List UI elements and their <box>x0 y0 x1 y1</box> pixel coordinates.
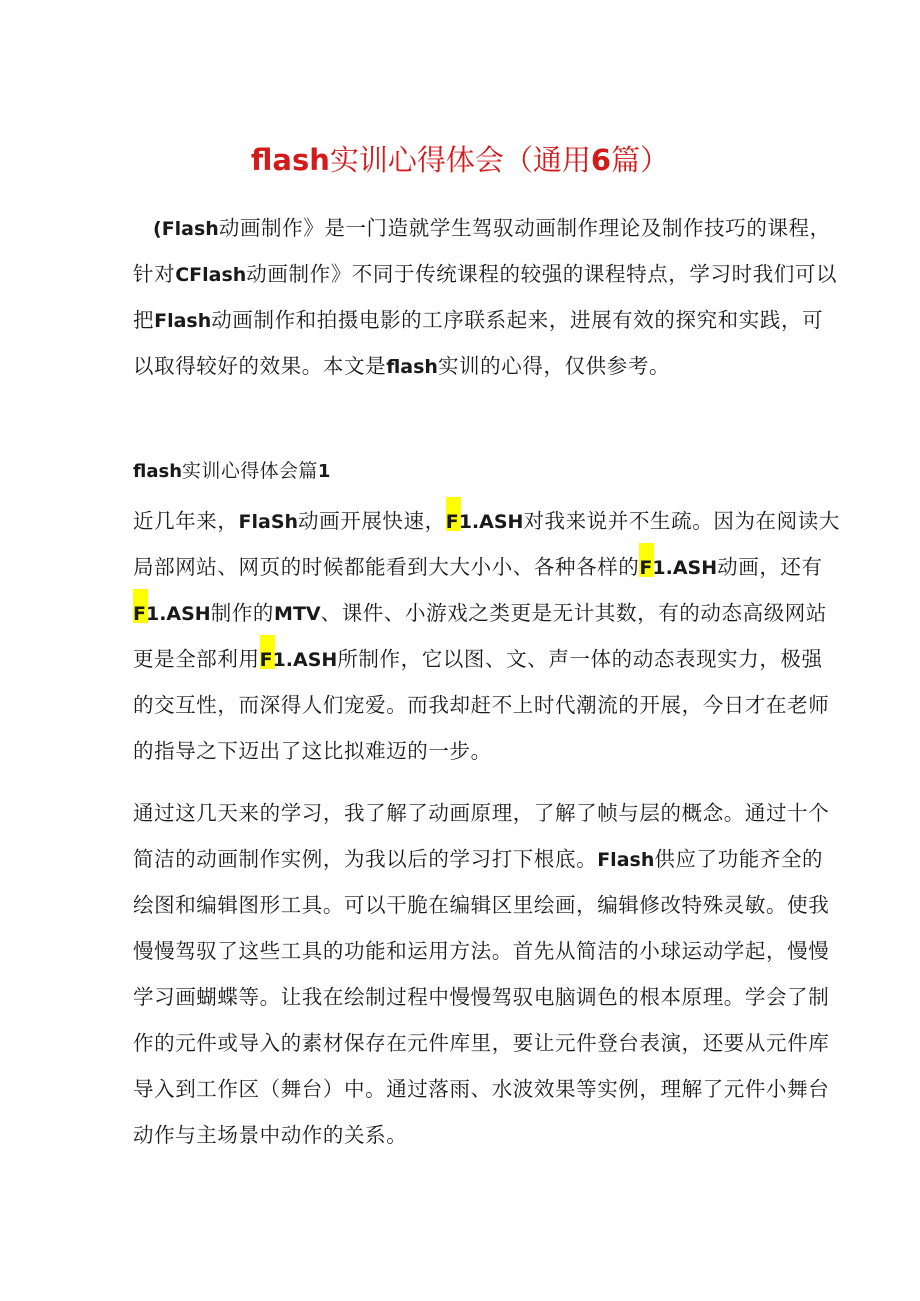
para-line: 学习画蝴蝶等。让我在绘制过程中慢慢驾驭电脑调色的根本原理。学会了制 <box>133 985 830 1009</box>
highlight-mark: F1.ASH <box>133 603 211 625</box>
para-line: 通过这几天来的学习，我了解了动画原理，了解了帧与层的概念。通过十个 <box>133 801 830 825</box>
para-line: 绘图和编辑图形工具。可以干脆在编辑区里绘画，编辑修改特殊灵敏。使我 <box>133 893 830 917</box>
body-paragraph-1 <box>133 498 840 774</box>
body-paragraph-2 <box>133 790 830 1158</box>
highlight-mark: F1.ASH <box>259 649 338 671</box>
para-line: 的指导之下迈出了这比拟难迈的一步。 <box>133 739 492 763</box>
para-line: 更是全部利用F1.ASH所制作，它以图、文、声一体的动态表现实力，极强 <box>133 647 823 671</box>
highlight-mark: F1.ASH <box>445 511 524 533</box>
intro-line: (Flash动画制作》是一门造就学生驾驭动画制作理论及制作技巧的课程， <box>153 216 831 240</box>
intro-line: 以取得较好的效果。本文是flash实训的心得，仅供参考。 <box>133 354 671 378</box>
highlight-mark: F1.ASH <box>639 557 718 579</box>
para-line: 简洁的动画制作实例，为我以后的学习打下根底。Flash供应了功能齐全的 <box>133 847 824 871</box>
para-line: 近几年来，FlaSh动画开展快速，F1.ASH对我来说并不生疏。因为在阅读大 <box>133 509 840 533</box>
intro-line: 把Flash动画制作和拍摄电影的工序联系起来，进展有效的探究和实践，可 <box>133 308 824 332</box>
para-line: F1.ASH制作的MTV、课件、小游戏之类更是无计其数，有的动态高级网站 <box>133 601 828 625</box>
intro-line: 针对CFlash动画制作》不同于传统课程的较强的课程特点，学习时我们可以 <box>133 262 838 286</box>
section-heading: flash实训心得体会篇1 <box>133 460 331 482</box>
para-line: 作的元件或导入的素材保存在元件库里，要让元件登台表演，还要从元件库 <box>133 1031 830 1055</box>
document-title: flash实训心得体会（通用6篇） <box>250 143 670 177</box>
para-line: 慢慢驾驭了这些工具的功能和运用方法。首先从简洁的小球运动学起，慢慢 <box>133 939 830 963</box>
para-line: 导入到工作区（舞台）中。通过落雨、水波效果等实例，理解了元件小舞台 <box>133 1077 830 1101</box>
intro-paragraph <box>133 205 838 389</box>
para-line: 局部网站、网页的时候都能看到大大小小、各种各样的F1.ASH动画，还有 <box>133 555 823 579</box>
para-line: 动作与主场景中动作的关系。 <box>133 1123 408 1147</box>
para-line: 的交互性，而深得人们宠爱。而我却赶不上时代潮流的开展，今日才在老师 <box>133 693 830 717</box>
